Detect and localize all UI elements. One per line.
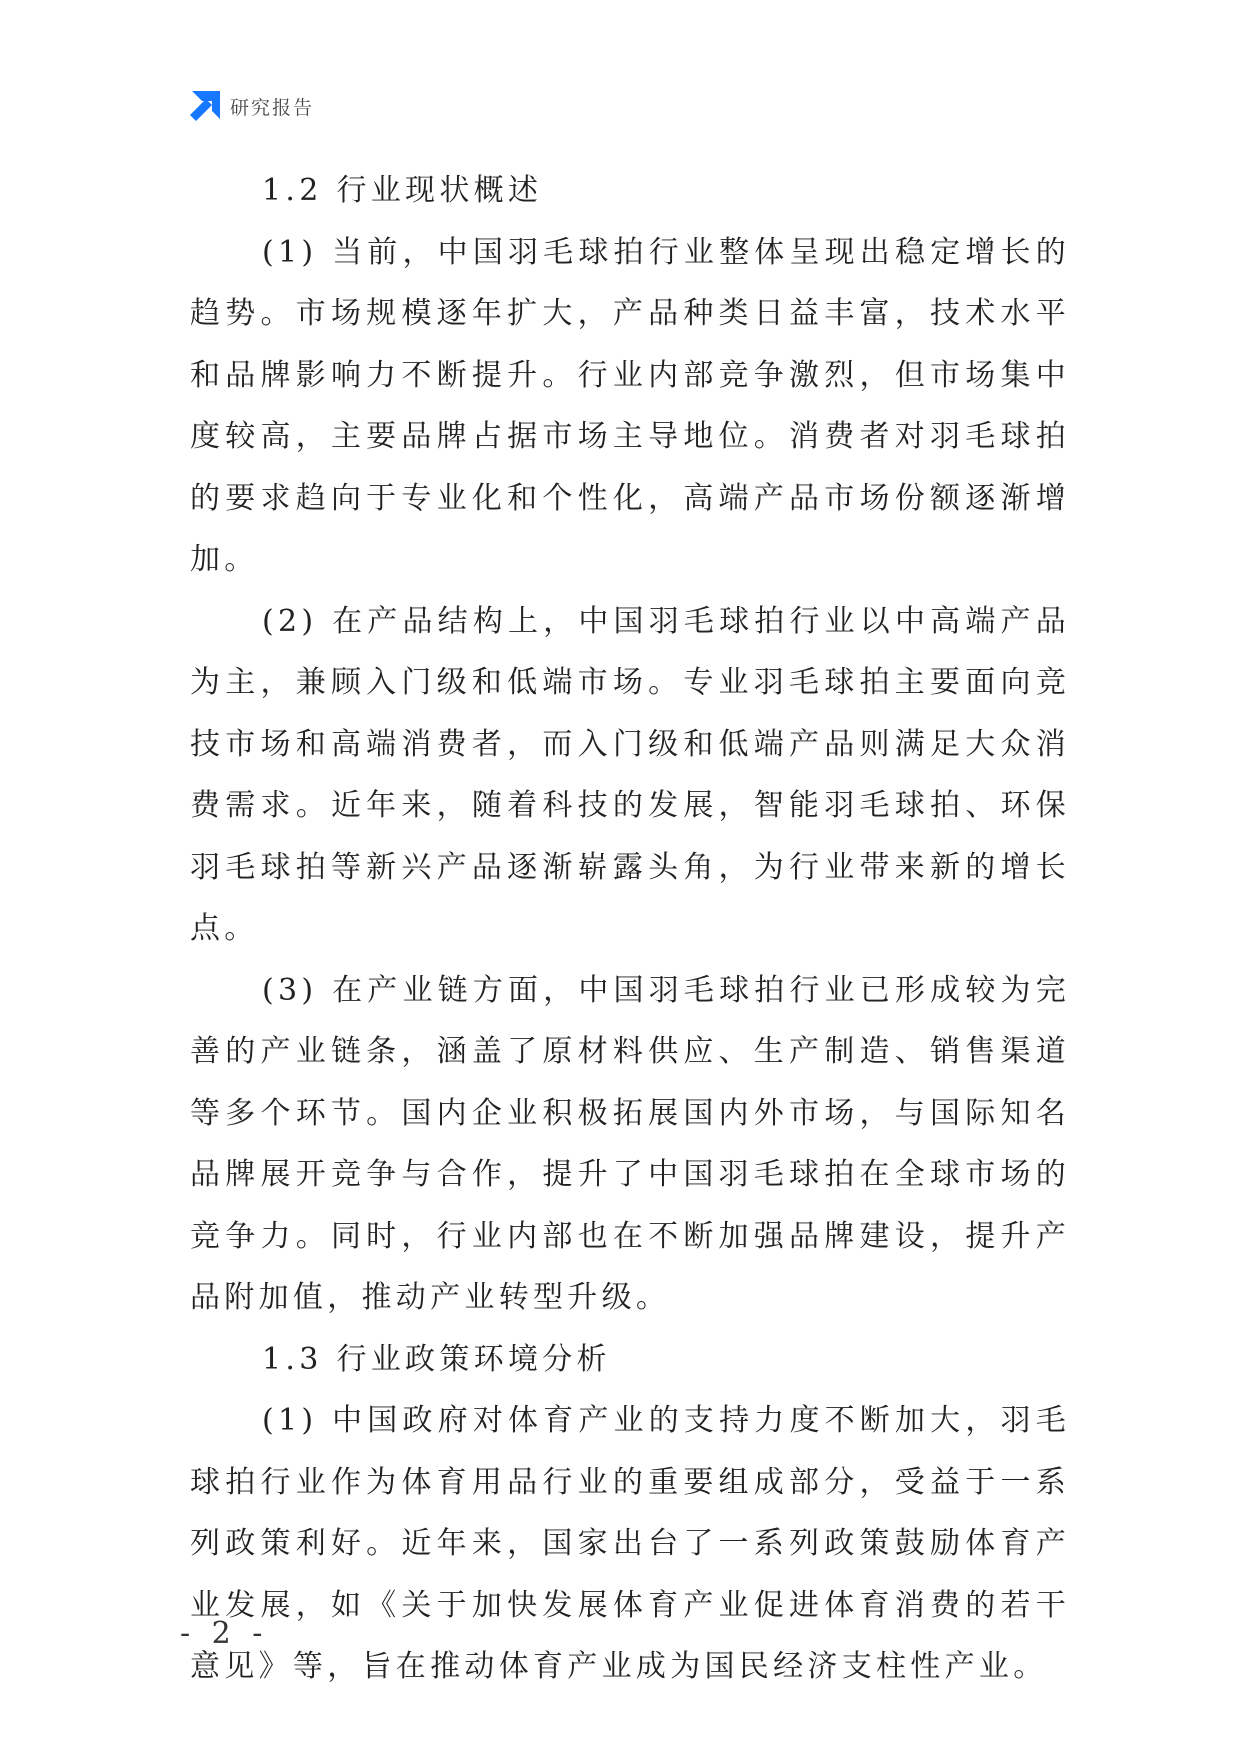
section-heading-1-3: 1.3 行业政策环境分析 bbox=[262, 1341, 611, 1377]
page-number: - 2 - bbox=[180, 1616, 269, 1651]
paragraph: (1) 中国政府对体育产业的支持力度不断加大，羽毛球拍行业作为体育用品行业的重要组成部分，受益于一系列政策利好。近年来，国家出台了一系列政策鼓励体育产业发展，如《关于加快发展体育产业促进体育消费的若干意见》等，旨在推动体育产业成为国民经济支柱性产业。 bbox=[190, 1403, 1070, 1684]
paragraph: (2) 在产品结构上，中国羽毛球拍行业以中高端产品为主，兼顾入门级和低端市场。专业羽毛球拍主要面向竞技市场和高端消费者，而入门级和低端产品则满足大众消费需求。近年来，随着科技的发展，智能羽毛球拍、环保羽毛球拍等新兴产品逐渐崭露头角，为行业带来新的增长点。 bbox=[190, 603, 1070, 946]
page-header bbox=[190, 90, 314, 122]
section-heading-1-2: 1.2 行业现状概述 bbox=[262, 173, 543, 208]
arrow-up-right-icon bbox=[190, 91, 220, 121]
paragraph: (3) 在产业链方面，中国羽毛球拍行业已形成较为完善的产业链条，涵盖了原材料供应、生产制造、销售渠道等多个环节。国内企业积极拓展国内外市场，与国际知名品牌展开竞争与合作，提升了中国羽毛球拍在全球市场的竞争力。同时，行业内部也在不断加强品牌建设，提升产品附加值，推动产业转型升级。 bbox=[190, 972, 1070, 1315]
paragraph: (1) 当前，中国羽毛球拍行业整体呈现出稳定增长的趋势。市场规模逐年扩大，产品种类日益丰富，技术水平和品牌影响力不断提升。行业内部竞争激烈，但市场集中度较高，主要品牌占据市场主导地位。消费者对羽毛球拍的要求趋向于专业化和个性化，高端产品市场份额逐渐增加。 bbox=[190, 234, 1070, 577]
header-label: 研究报告 bbox=[230, 96, 315, 119]
document-body bbox=[190, 160, 1070, 1698]
